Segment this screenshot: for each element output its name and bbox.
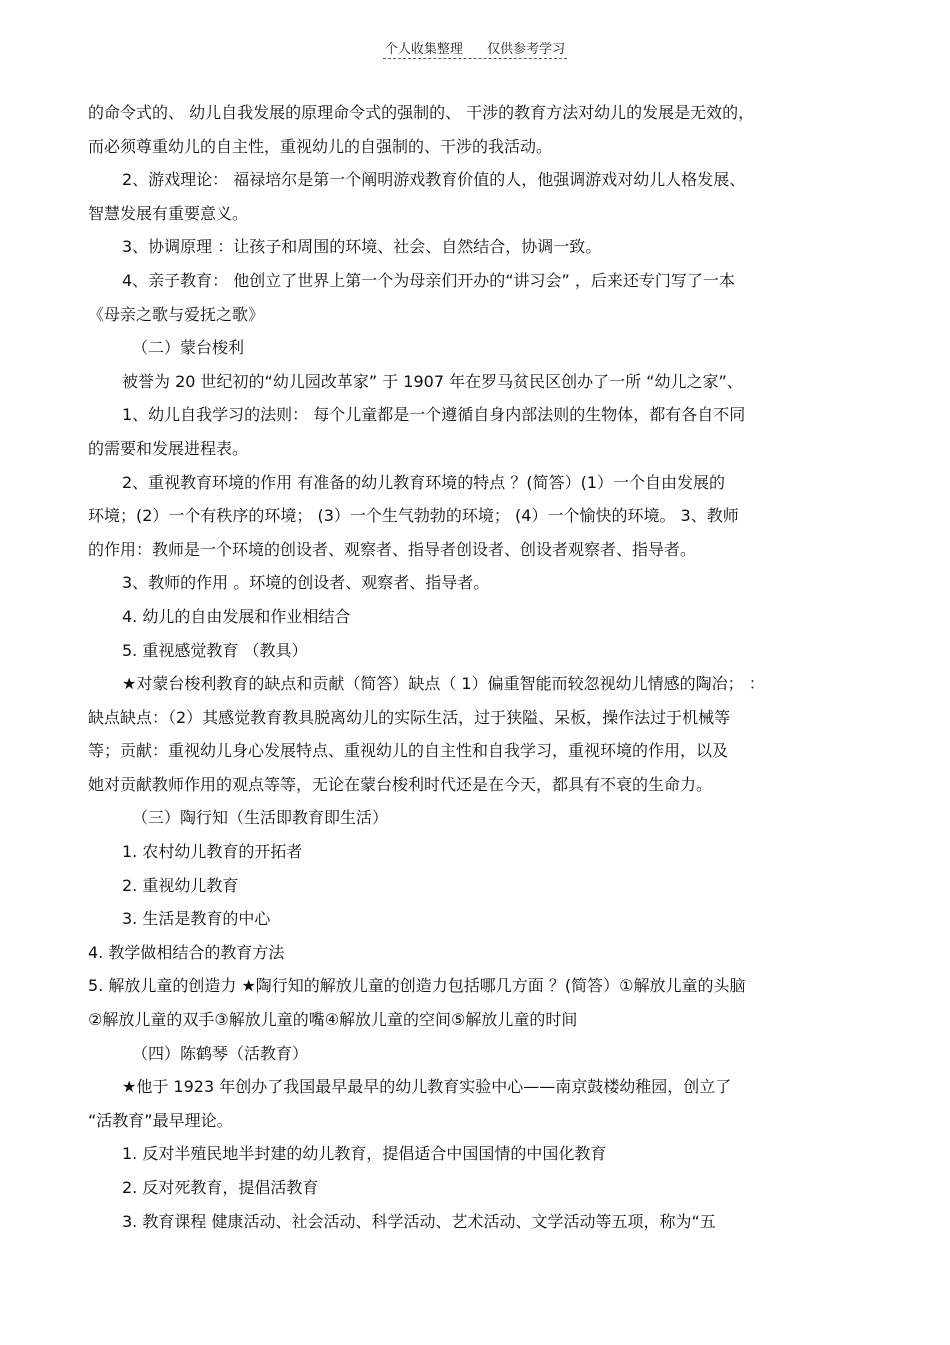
text-line: 智慧发展有重要意义。: [88, 203, 249, 223]
text-line: 2. 重视幼儿教育: [122, 875, 239, 895]
text-line: 4. 幼儿的自由发展和作业相结合: [122, 606, 351, 626]
text-line: 1. 反对半殖民地半封建的幼儿教育，提倡适合中国国情的中国化教育: [122, 1144, 607, 1164]
text-line: 2、重视教育环境的作用 有准备的幼儿教育环境的特点 ？(简答）(1）一个自由发展的: [122, 472, 726, 492]
text-line: 1. 农村幼儿教育的开拓者: [122, 842, 303, 862]
text-line: 4、亲子教育： 他创立了世界上第一个为母亲们开办的“讲习会” ，后来还专门写了一本: [122, 270, 735, 290]
text-line: 3. 生活是教育的中心: [122, 909, 271, 929]
text-line: 的命令式的、 幼儿自我发展的原理命令式的强制的、 干涉的教育方法对幼儿的发展是无效的，: [88, 103, 755, 122]
text-line: （二）蒙台梭利: [132, 338, 245, 358]
header-right-text: 仅供参考学习: [487, 42, 566, 57]
text-line: ★他于 1923 年创办了我国最早最早的幼儿教育实验中心——南京鼓楼幼稚园，创立了: [122, 1077, 732, 1097]
text-line: （三）陶行知（生活即教育即生活）: [132, 808, 389, 828]
text-line: 而必须尊重幼儿的自主性，重视幼儿的自强制的、干涉的我活动。: [88, 136, 553, 156]
text-line: “活教育”最早理论。: [88, 1110, 233, 1130]
text-line: 环境；(2）一个有秩序的环境； (3）一个生气勃勃的环境； (4）一个愉快的环境。 3、教师: [88, 506, 739, 526]
text-line: 她对贡献教师作用的观点等等，无论在蒙台梭利时代还是在今天，都具有不衰的生命力。: [88, 774, 713, 794]
header-left-text: 个人收集整理: [384, 42, 463, 57]
text-line: （四）陈鹤琴（活教育）: [132, 1043, 309, 1063]
text-line: ★对蒙台梭利教育的缺点和贡献（简答）缺点（ 1）偏重智能而较忽视幼儿情感的陶冶； ：: [122, 674, 765, 694]
header-divider: [383, 58, 567, 59]
text-line: 4. 教学做相结合的教育方法: [88, 942, 285, 962]
text-line: ②解放儿童的双手③解放儿童的嘴④解放儿童的空间⑤解放儿童的时间: [88, 1010, 578, 1030]
text-line: 的作用：教师是一个环境的创设者、观察者、指导者创设者、创设者观察者、指导者。: [88, 539, 697, 559]
text-line: 等；贡献：重视幼儿身心发展特点、重视幼儿的自主性和自我学习，重视环境的作用，以及: [88, 741, 729, 761]
text-line: 5. 解放儿童的创造力 ★陶行知的解放儿童的创造力包括哪几方面 ？(简答）①解放儿童的头脑: [88, 976, 746, 996]
text-line: 3、教师的作用 。环境的创设者、观察者、指导者。: [122, 573, 490, 593]
text-line: 被誉为 20 世纪初的“幼儿园改革家” 于 1907 年在罗马贫民区创办了一所 “幼儿之家”、: [122, 371, 743, 391]
text-line: 3. 教育课程 健康活动、社会活动、科学活动、艺术活动、文学活动等五项，称为“五: [122, 1211, 716, 1231]
text-line: 的需要和发展进程表。: [88, 438, 249, 458]
text-line: 2、游戏理论： 福禄培尔是第一个阐明游戏教育价值的人，他强调游戏对幼儿人格发展、: [122, 170, 746, 190]
text-line: 1、幼儿自我学习的法则： 每个儿童都是一个遵循自身内部法则的生物体，都有各自不同: [122, 405, 746, 425]
text-line: 缺点缺点：（2）其感觉教育教具脱离幼儿的实际生活，过于狭隘、呆板，操作法过于机械等: [88, 707, 731, 727]
text-line: 5. 重视感觉教育 （教具）: [122, 640, 308, 660]
page-header: [0, 38, 950, 57]
text-line: 《母亲之歌与爱抚之歌》: [88, 304, 265, 324]
text-line: 3、协调原理 ：让孩子和周围的环境、社会、自然结合，协调一致。: [122, 237, 602, 257]
text-line: 2. 反对死教育，提倡活教育: [122, 1178, 319, 1197]
document-body: [88, 96, 868, 1238]
